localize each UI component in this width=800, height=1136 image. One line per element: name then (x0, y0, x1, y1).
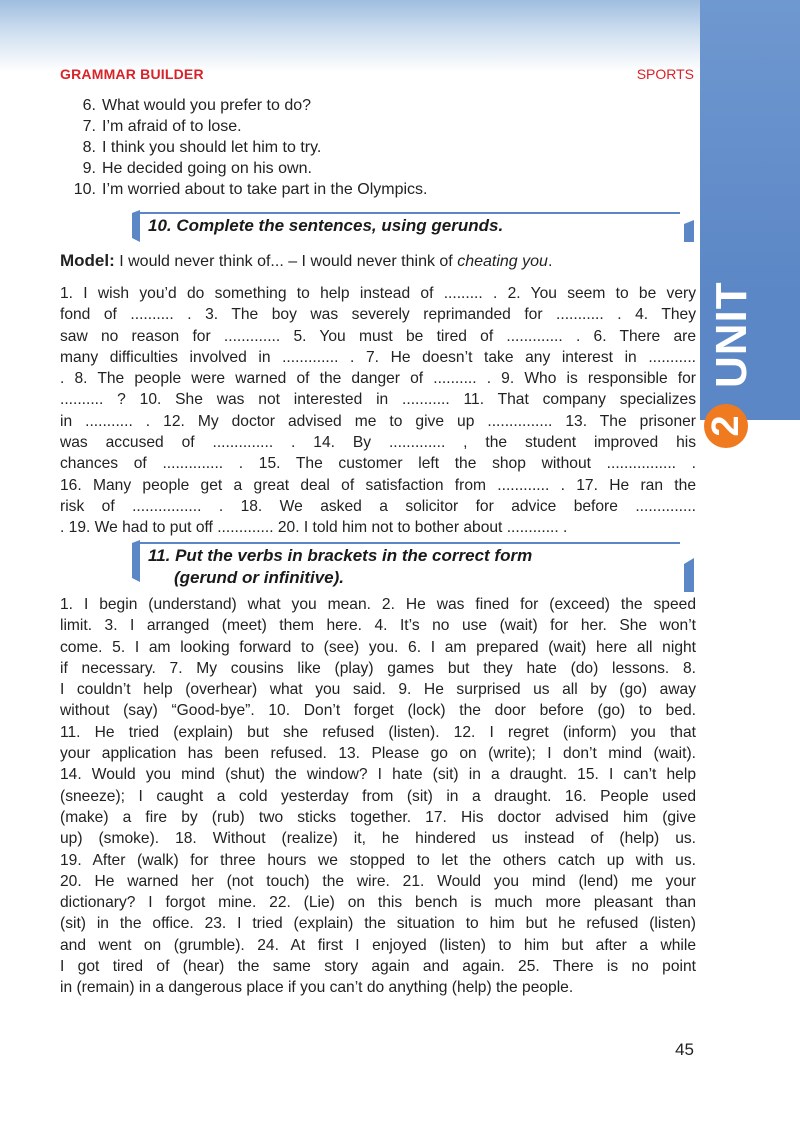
text-line: (make) a fire by (rub) two sticks together. 17. His doctor advised him (give (60, 808, 696, 826)
text-line: I got tired of (hear) the same story again and again. 25. There is no point (60, 958, 696, 976)
text-line: 14. Would you mind (shut) the window? I hate (sit) in a draught. 15. I can’t help (60, 766, 696, 784)
text-line: (sit) in the office. 23. I tried (explain) the situation to him but he refused (listen) (60, 915, 696, 933)
model-text: I would never think of... – I would never think of (119, 253, 453, 270)
list-item-text: I think you should let him to try. (102, 139, 322, 156)
task-11-title-line1: 11. Put the verbs in brackets in the correct form (148, 546, 533, 565)
task-11-header (132, 540, 694, 590)
text-line: 1. I begin (understand) what you mean. 2. He was fined for (exceed) the speed (60, 596, 696, 613)
text-line: fond of .......... . 3. The boy was severely reprimanded for ........... . 4. They (60, 306, 696, 324)
text-line: and went on (grumble). 24. At first I enjoyed (listen) to him but after a while (60, 936, 696, 954)
list-item-number: 7. (82, 118, 96, 135)
task-10-header (132, 210, 694, 240)
text-line: if necessary. 7. My cousins like (play) games but they hate (do) lessons. 8. (60, 659, 696, 677)
unit-number: 2 (704, 404, 748, 448)
text-line: . 8. The people were warned of the danger of .......... . 9. Who is responsible for (60, 370, 696, 388)
model-label: Model: (60, 251, 115, 270)
list-item-number: 10. (73, 181, 96, 198)
text-line: chances of .............. . 15. The customer left the shop without ................ . (60, 455, 696, 473)
text-line: (sneeze); I caught a cold yesterday from (sit) in a draught. 16. People used (60, 787, 696, 805)
task-11-text (60, 594, 696, 999)
task-11-title-line2: (gerund or infinitive). (174, 568, 344, 587)
text-line: 16. Many people get a great deal of satisfaction from ............ . 17. He ran the (60, 476, 696, 494)
text-line: 1. I wish you’d do something to help instead of ......... . 2. You seem to be very (60, 285, 696, 302)
text-line: was accused of .............. . 14. By ............. , the student improved his (60, 434, 696, 452)
text-line: 11. He tried (explain) but she refused (listen). 12. I regret (inform) you that (60, 723, 696, 741)
text-line: risk of ................ . 18. We asked a solicitor for advice before .............. (60, 497, 696, 515)
list-item (62, 116, 692, 137)
text-line: I couldn’t help (overhear) what you said. 9. He surprised us all by (go) away (60, 681, 696, 699)
topic-label: SPORTS (636, 66, 694, 82)
list-item (62, 137, 692, 158)
page-number: 45 (675, 1040, 694, 1059)
list-item-number: 9. (82, 160, 96, 177)
list-item (62, 179, 692, 200)
task-10-title: 10. Complete the sentences, using gerunds. (148, 216, 504, 235)
model-end: . (547, 253, 553, 270)
unit-label: UNIT (707, 281, 756, 389)
section-label: GRAMMAR BUILDER (60, 66, 204, 82)
text-line: . 19. We had to put off ............. 20. I told him not to bother about ............ . (60, 519, 568, 537)
list-item-text: What would you prefer to do? (102, 97, 312, 114)
text-line: in (remain) in a dangerous place if you can’t do anything (help) the people. (60, 979, 574, 997)
list-item-number: 6. (82, 97, 96, 114)
header-band (0, 0, 700, 72)
list-item-text: I’m worried about to take part in the Olympics. (102, 181, 428, 198)
list-item-text: He decided going on his own. (102, 160, 312, 177)
model-italic: cheating you (457, 253, 548, 270)
text-line: your application has been refused. 13. Please go on (write); I don’t mind (wait). (60, 745, 696, 763)
model-example (60, 250, 696, 273)
text-line: .......... ? 10. She was not interested in ........... 11. That company specializes (60, 391, 696, 409)
text-line: limit. 3. I arranged (meet) them here. 4. It’s no use (wait) for her. She won’t (60, 617, 696, 635)
text-line: 19. After (walk) for three hours we stopped to let the others catch up with us. (60, 851, 696, 869)
previous-exercise-list (62, 95, 692, 200)
text-line: dictionary? I forgot mine. 22. (Lie) on this bench is much more pleasant than (60, 894, 696, 912)
task-10-text (60, 283, 696, 539)
text-line: 20. He warned her (not touch) the wire. 21. Would you mind (lend) me your (60, 872, 696, 890)
text-line: without (say) “Good-bye”. 10. Don’t forget (lock) the door before (go) to bed. (60, 702, 696, 720)
text-line: many difficulties involved in ............. . 7. He doesn’t take any interest in ........... (60, 348, 696, 366)
text-line: in ........... . 12. My doctor advised me to give up ............... 13. The prisoner (60, 412, 696, 430)
list-item-text: I’m afraid of to lose. (102, 118, 242, 135)
text-line: saw no reason for ............. 5. You must be tired of ............. . 6. There are (60, 327, 696, 345)
text-line: come. 5. I am looking forward to (see) you. 6. I am prepared (wait) here all night (60, 638, 696, 656)
list-item-number: 8. (82, 139, 96, 156)
list-item (62, 95, 692, 116)
list-item (62, 158, 692, 179)
text-line: up) (smoke). 18. Without (realize) it, he hindered us instead of (help) us. (60, 830, 696, 848)
